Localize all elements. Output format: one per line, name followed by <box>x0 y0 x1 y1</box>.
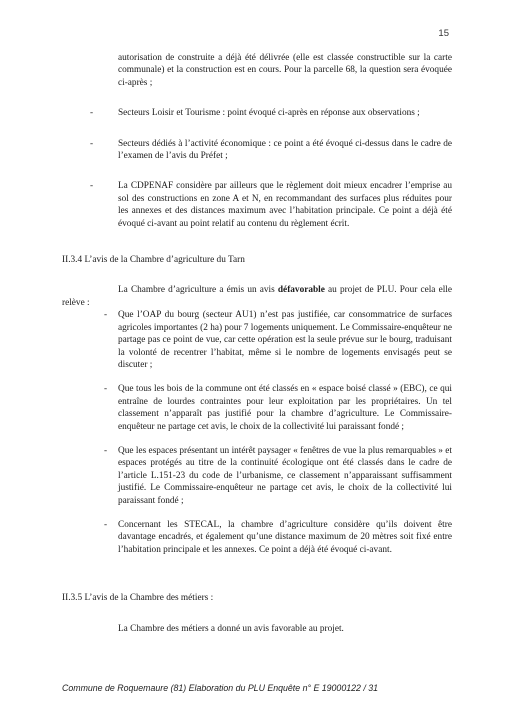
bullet-espaces-paysagers <box>62 445 452 507</box>
bullet-dash: - <box>104 519 108 530</box>
bullet-text: Que tous les bois de la commune ont été classés en « espace boisé classé » (EBC), ce qui entraîne de lourdes contraintes pour leur exploitation par les propriétaires. Un tel classement n’apparaît pas justifié pour la chambre d’agriculture. Le Commissaire-enquêteur ne partage cet avis, le choix de la collectivité lui paraissant fondé ; <box>118 384 452 432</box>
bullet-oap-bourg <box>62 309 452 371</box>
bullet-dash: - <box>90 108 94 119</box>
intro-text-before: La Chambre d’agriculture a émis un avis <box>118 285 278 296</box>
bullet-loisir-tourisme <box>62 107 452 119</box>
bullet-text: Secteurs dédiés à l’activité économique : ce point a été évoqué ci-dessus dans le cadre de l’examen de l’avis du Préfet ; <box>118 138 452 162</box>
bullet-activite-economique <box>62 138 452 163</box>
bullet-text: Concernant les STECAL, la chambre d’agriculture considère qu’ils doivent être davantage encadrés, et également qu’une distance maximum de 20 mètres soit fixé entre l’habitation principale et les annexes. Ce point a déjà été évoqué ci-avant. <box>118 519 452 555</box>
intro-text-bold: défavorable <box>277 285 325 296</box>
continuation-paragraph: autorisation de construite a déjà été délivrée (elle est classée constructible sur la carte communale) et la construction est en cours. Pour la parcelle 68, la question sera évoquée ci-après ; <box>118 53 452 88</box>
bullet-text: La CDPENAF considère par ailleurs que le règlement doit mieux encadrer l’emprise au sol des constructions en zone A et N, en recommandant des surfaces plus réduites pour les annexes et des distances maximum avec l’habitation principale. Ce point a déjà été évoqué ci-avant au point relatif au contenu du règlement écrit. <box>118 181 452 229</box>
page-number: 15 <box>438 28 449 39</box>
intro-text-after: au projet de PLU. Pour cela elle relève : <box>62 285 452 308</box>
section-heading-chambre-agriculture: II.3.4 L’avis de la Chambre d’agriculture du Tarn <box>62 255 245 266</box>
bullet-text: Que les espaces présentant un intérêt paysager « fenêtres de vue la plus remarquables » et espaces protégés au titre de la continuité écologique ont été classés dans le cadre de l’article L.151-23 du code de l’urbanisme, ce classement n’apparaissant suffisamment justifié. Le Commissaire-enquêteur ne partage cet avis, le choix de la collectivité lui paraissant fondé ; <box>118 445 452 506</box>
section-intro-paragraph <box>62 284 452 309</box>
bullet-dash: - <box>104 384 108 395</box>
bullet-bois-ebc <box>62 383 452 433</box>
bullet-dash: - <box>90 138 94 149</box>
bullet-cdpenaf <box>62 180 452 230</box>
bullet-text: Secteurs Loisir et Tourisme : point évoqué ci-après en réponse aux observations ; <box>118 108 420 119</box>
bullet-dash: - <box>104 445 108 456</box>
bullet-dash: - <box>104 310 108 321</box>
section-heading-chambre-metiers: II.3.5 L’avis de la Chambre des métiers : <box>62 593 214 604</box>
bullet-dash: - <box>90 181 94 192</box>
chambre-metiers-paragraph: La Chambre des métiers a donné un avis favorable au projet. <box>118 623 344 634</box>
bullet-text: Que l’OAP du bourg (secteur AU1) n’est pas justifiée, car consommatrice de surfaces agricoles importantes (2 ha) pour 7 logements uniquement. Le Commissaire-enquêteur ne partage pas ce point de vue, car cette opération est la seule prévue sur le bourg, traduisant la volonté de recentrer l’habitat, même si le nombre de logements envisagés peut se discuter ; <box>118 310 452 370</box>
page-footer: Commune de Roquemaure (81) Elaboration du PLU Enquête n° E 19000122 / 31 <box>62 683 379 693</box>
bullet-stecal <box>62 519 452 556</box>
document-body <box>62 52 452 635</box>
